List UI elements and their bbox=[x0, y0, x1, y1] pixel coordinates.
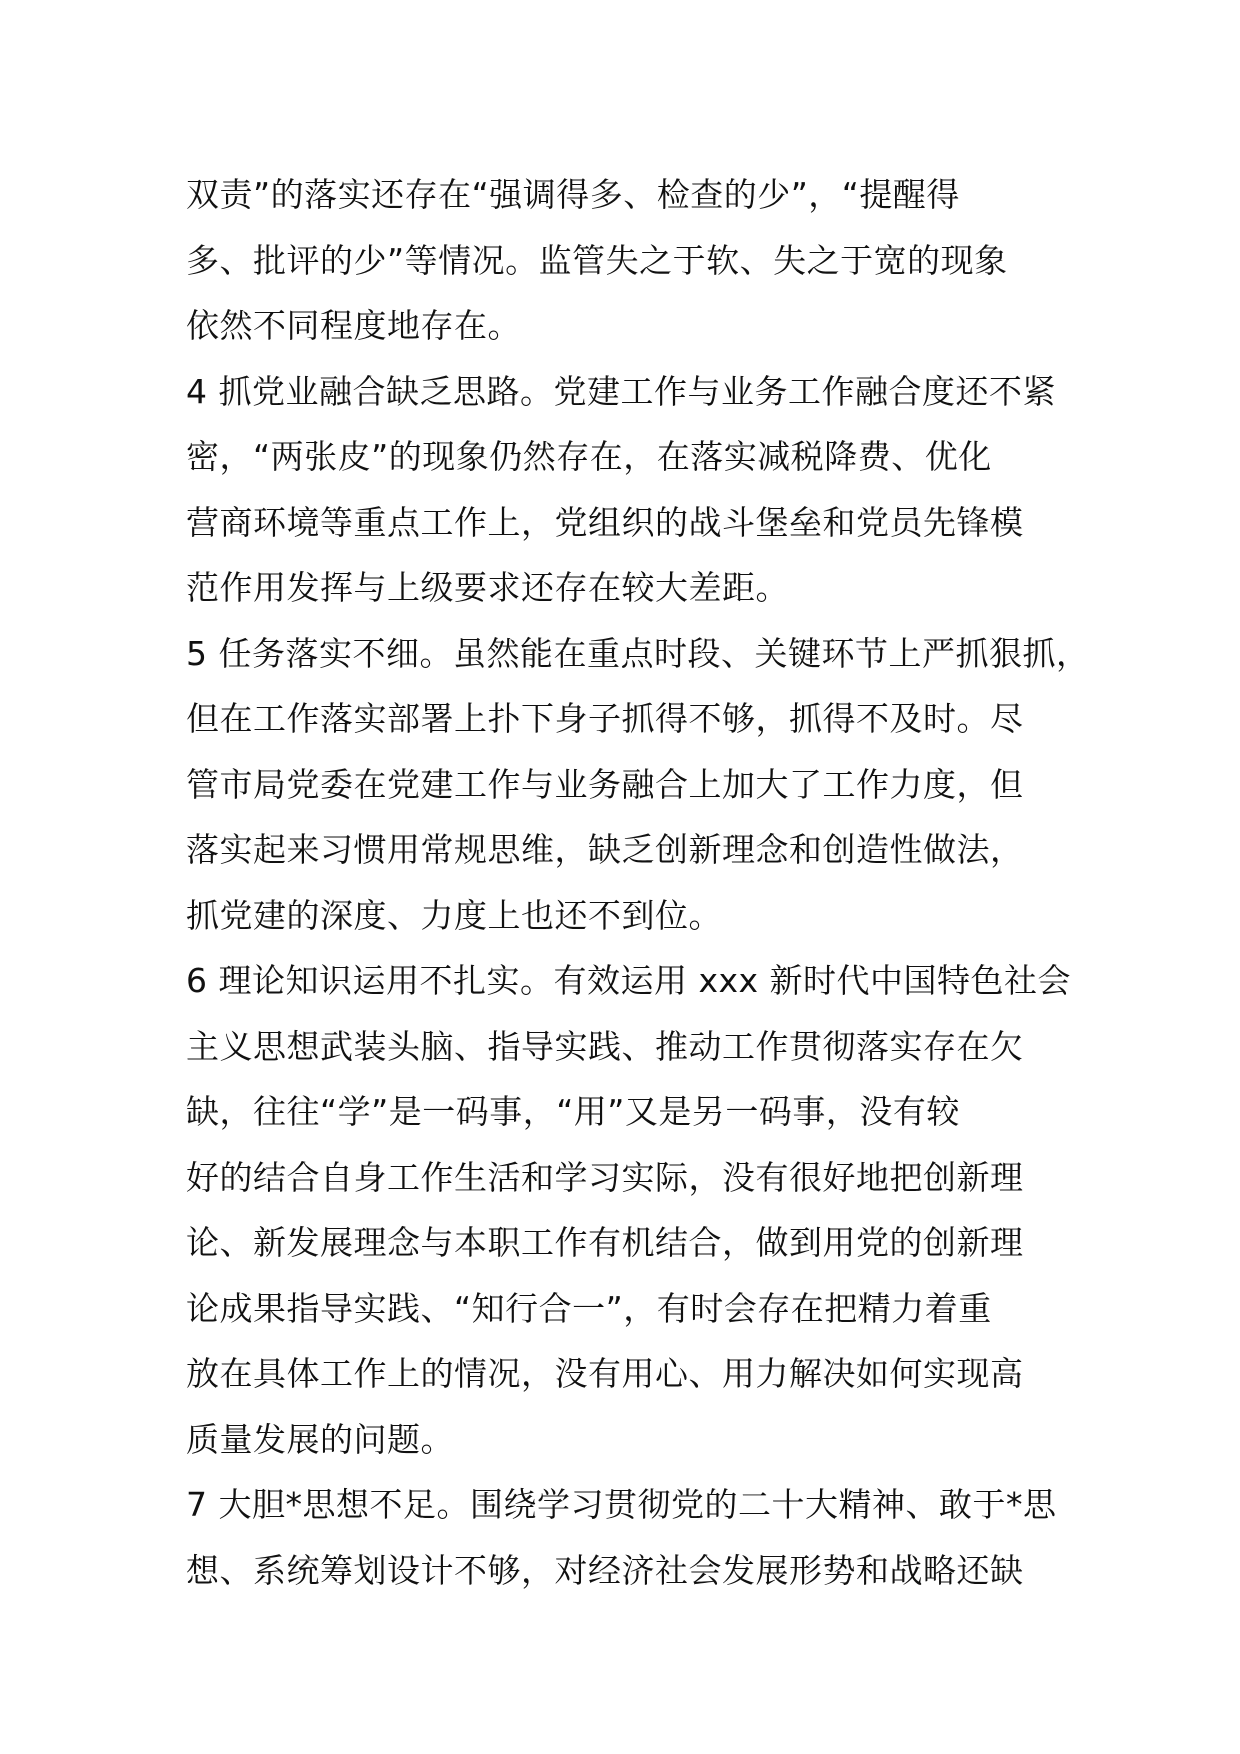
text-line: 放在具体工作上的情况，没有用心、用力解决如何实现高 bbox=[186, 1354, 1024, 1393]
text-line: 论、新发展理念与本职工作有机结合，做到用党的创新理 bbox=[186, 1223, 1024, 1262]
body-text bbox=[186, 162, 1090, 1603]
text-line: 多、批评的少”等情况。监管失之于软、失之于宽的现象 bbox=[186, 240, 1008, 280]
text-line: 范作用发挥与上级要求还存在较大差距。 bbox=[186, 568, 789, 607]
text-line: 质量发展的问题。 bbox=[186, 1419, 454, 1459]
text-line: 依然不同程度地存在。 bbox=[186, 306, 521, 345]
text-line: 6 理论知识运用不扎实。有效运用 xxx 新时代中国特色社会 bbox=[186, 961, 1072, 1000]
text-line: 但在工作落实部署上扑下身子抓得不够，抓得不及时。尽 bbox=[186, 699, 1024, 738]
text-line: 想、系统筹划设计不够，对经济社会发展形势和战略还缺 bbox=[186, 1550, 1024, 1590]
text-line: 4 抓党业融合缺乏思路。党建工作与业务工作融合度还不紧 bbox=[186, 371, 1056, 411]
text-line: 双责”的落实还存在“强调得多、检查的少”，“提醒得 bbox=[186, 175, 960, 214]
text-line: 5 任务落实不细。虽然能在重点时段、关键环节上严抓狠抓， bbox=[186, 633, 1090, 673]
text-line: 抓党建的深度、力度上也还不到位。 bbox=[186, 895, 722, 935]
text-line: 营商环境等重点工作上，党组织的战斗堡垒和党员先锋模 bbox=[186, 502, 1024, 542]
text-line: 密，“两张皮”的现象仍然存在，在落实减税降费、优化 bbox=[186, 437, 992, 476]
text-line: 7 大胆*思想不足。围绕学习贯彻党的二十大精神、敢于*思 bbox=[186, 1485, 1057, 1524]
text-line: 论成果指导实践、“知行合一”，有时会存在把精力着重 bbox=[186, 1288, 992, 1328]
text-line: 管市局党委在党建工作与业务融合上加大了工作力度，但 bbox=[186, 764, 1024, 804]
text-line: 落实起来习惯用常规思维，缺乏创新理念和创造性做法， bbox=[186, 830, 1024, 869]
text-line: 主义思想武装头脑、指导实践、推动工作贯彻落实存在欠 bbox=[186, 1026, 1024, 1066]
text-line: 缺，往往“学”是一码事，“用”又是另一码事，没有较 bbox=[186, 1092, 960, 1131]
text-line: 好的结合自身工作生活和学习实际，没有很好地把创新理 bbox=[186, 1157, 1024, 1197]
